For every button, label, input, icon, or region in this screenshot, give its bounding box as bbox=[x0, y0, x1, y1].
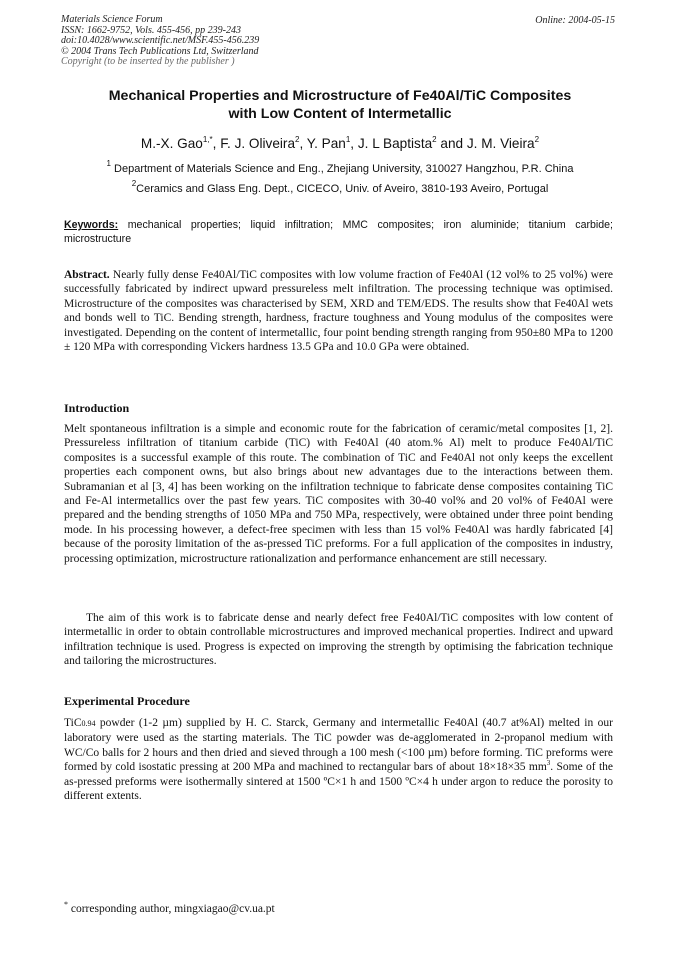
experimental-paragraph-1 bbox=[64, 716, 613, 803]
publisher-line: © 2004 Trans Tech Publications Ltd, Switzerland bbox=[61, 45, 259, 57]
author-separator: , bbox=[350, 136, 358, 151]
author-affil-mark: 2 bbox=[295, 135, 300, 144]
affiliation-2 bbox=[62, 179, 618, 195]
keywords-text: mechanical properties; liquid infiltration; MMC composites; iron aluminide; titanium carbide; microstructure bbox=[64, 219, 613, 245]
title-line-2: with Low Content of Intermetallic bbox=[228, 105, 452, 122]
title-line-1: Mechanical Properties and Microstructure of Fe40Al/TiC Composites bbox=[108, 88, 572, 104]
author-name: M.-X. Gao bbox=[140, 136, 203, 151]
journal-header bbox=[61, 15, 391, 68]
section-heading-introduction: Introduction bbox=[64, 401, 130, 415]
superscript: 3 bbox=[546, 759, 551, 768]
section-heading-experimental: Experimental Procedure bbox=[64, 694, 190, 708]
copyright-note: Copyright (to be inserted by the publisher ) bbox=[61, 56, 235, 68]
exp-text: TiC bbox=[64, 717, 82, 729]
exp-text: powder (1-2 µm) supplied by H. C. Starck, Germany and intermetallic Fe40Al (40.7 at%Al) melted in our laboratory were used as the starting materials. The TiC powder was de-agglomerated in 2-propanol medium with WC/Co balls for 2 hours and then dried and sieved through a 100 mesh (<100 µm) before forming. TiC preforms were formed by cold isostatic pressing at 200 MPa and machined to rectangular bars of about 18×18×35 mm bbox=[64, 717, 613, 774]
paper-title bbox=[62, 88, 618, 123]
author-separator: , bbox=[212, 136, 221, 151]
author-list bbox=[62, 136, 618, 151]
affiliation-text: Ceramics and Glass Eng. Dept., CICECO, Univ. of Aveiro, 3810-193 Aveiro, Portugal bbox=[136, 183, 549, 195]
issn-line: ISSN: 1662-9752, Vols. 455-456, pp 239-243 bbox=[61, 24, 241, 36]
author-name: J. M. Vieira bbox=[466, 136, 535, 151]
footnote-mark: * bbox=[64, 900, 68, 909]
author-affil-mark: 1 bbox=[345, 135, 351, 144]
affiliation-text: Department of Materials Science and Eng., Zhejiang University, 310027 Hangzhou, P.R. China bbox=[110, 163, 574, 175]
exp-text: . Some of the as-pressed preforms were isothermally sintered at 1500 ºC×1 h and 1500 ºC×4 h under argon to reduce the porosity to different extents. bbox=[64, 761, 614, 803]
footnote bbox=[64, 900, 275, 915]
author-affil-mark: 1,* bbox=[202, 135, 213, 144]
introduction-paragraph-1: Melt spontaneous infiltration is a simple and economic route for the fabrication of ceramic/metal composites [1, 2]. Pressureless infiltration of titanium carbide (TiC) with Fe40Al (40 atom.% Al) melt to produce Fe40Al/TiC composites is a successful example of this route. The combination of TiC and Fe40Al not only keeps the excellent properties each component owns, but also brings about new advantages due to the interactions between them. Subramanian et al [3, 4] has been working on the infiltration technique to fabricate dense composites containing TiC and Fe-Al intermetallics over the past few years. TiC composites with 30-40 vol% and 20 vol% of Fe40Al were prepared and the bending strengths of 1050 MPa and 750 MPa, respectively, were obtained under three point bending mode. In his processing however, a defect-free specimen with less than 15 vol% Fe40Al was hardly fabricated [4] because of the porosity limitation of the as-pressed TiC preforms. For a full application of the composites in industry, processing optimization, microstructure rationalization and performance enhancement are still necessary. bbox=[64, 423, 613, 565]
journal-name: Materials Science Forum bbox=[61, 14, 163, 25]
footnote-text: corresponding author, mingxiagao@cv.ua.pt bbox=[68, 903, 275, 915]
abstract-label: Abstract. bbox=[64, 269, 110, 281]
affiliation-mark: 1 bbox=[106, 159, 111, 168]
author-name: Y. Pan bbox=[306, 136, 346, 151]
online-date: Online: 2004-05-15 bbox=[535, 15, 615, 26]
author-name: J. L Baptista bbox=[357, 136, 433, 151]
introduction-paragraph-2: The aim of this work is to fabricate dense and nearly defect free Fe40Al/TiC composites with low content of intermetallic in order to obtain controllable microstructures and improved mechanical properties. Indirect and upward infiltration technique is used. Progress is expected on improving the strength by optimising the fabrication technique and tailoring the microstructures. bbox=[64, 612, 613, 668]
keywords bbox=[64, 219, 613, 246]
author-separator: , bbox=[299, 136, 307, 151]
keywords-label: Keywords: bbox=[64, 219, 119, 231]
subscript: 0.94 bbox=[81, 719, 96, 728]
doi-line[interactable]: doi:10.4028/www.scientific.net/MSF.455-456.239 bbox=[61, 35, 260, 47]
abstract bbox=[64, 268, 613, 354]
author-affil-mark: 2 bbox=[534, 135, 540, 144]
abstract-text: Nearly fully dense Fe40Al/TiC composites with low volume fraction of Fe40Al (12 vol% to 25 vol%) were successfully fabricated by indirect upward pressureless melt infiltration. The processing technique was optimised. Microstructure of the composites was characterised by SEM, XRD and TEM/EDS. The results show that Fe40Al wets and bonds well to TiC. Bending strength, hardness, fracture toughness and Young modulus of the composites were investigated. Depending on the content of intermetallic, four point bending strength ranging from 950±80 MPa to 1200 ± 120 MPa with corresponding Vickers hardness 13.5 GPa and 10.0 GPa were obtained. bbox=[64, 269, 613, 354]
author-affil-mark: 2 bbox=[432, 135, 437, 144]
affiliation-1 bbox=[62, 159, 618, 175]
author-name: F. J. Oliveira bbox=[220, 136, 296, 151]
affiliation-mark: 2 bbox=[131, 179, 137, 188]
author-separator: and bbox=[436, 136, 467, 151]
